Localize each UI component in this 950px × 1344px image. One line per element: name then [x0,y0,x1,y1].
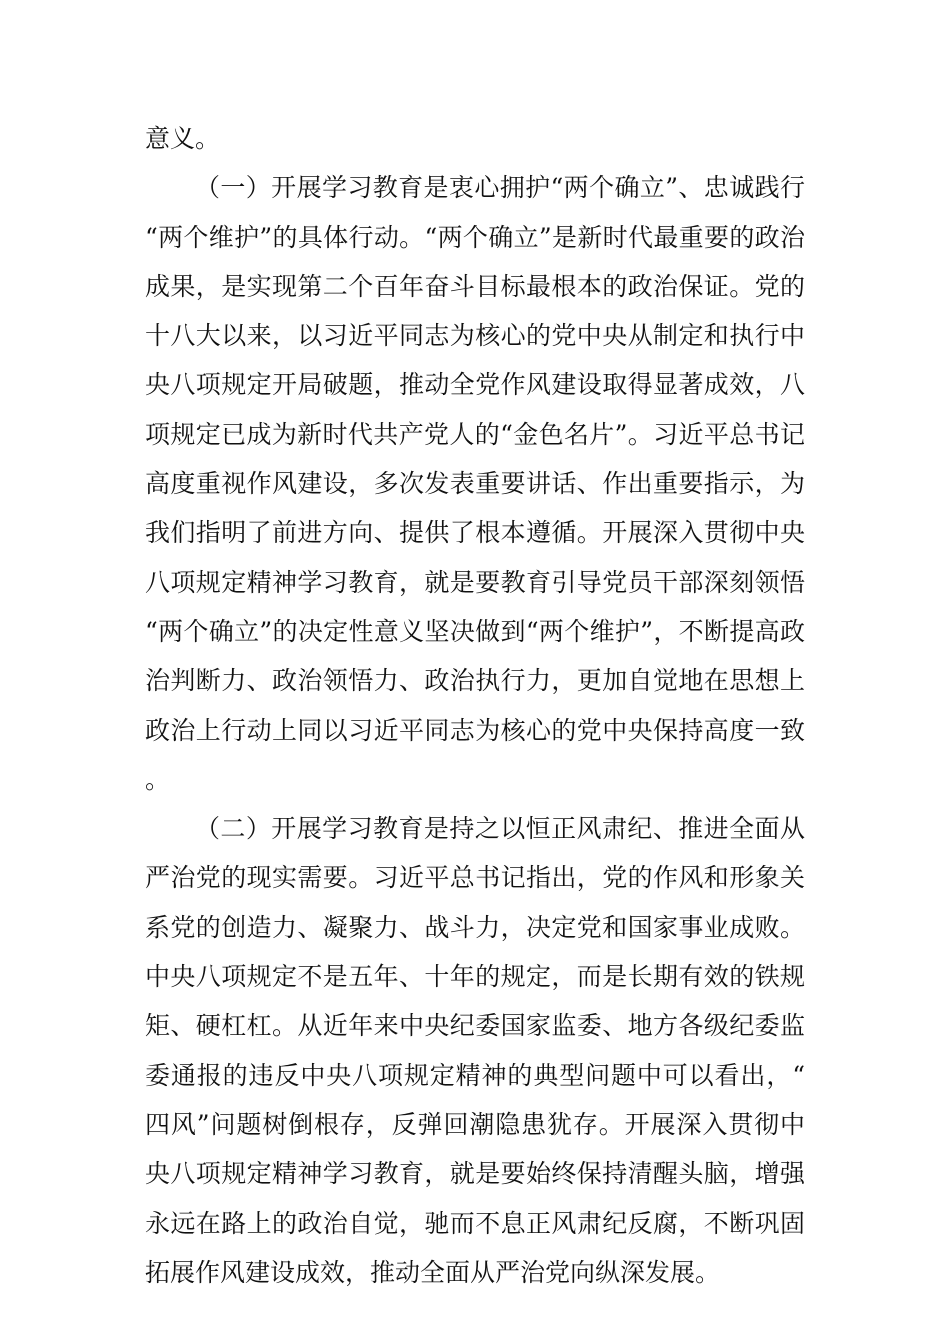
paragraph-continuation: 意义。 [145,124,221,153]
paragraph-section-two: （二）开展学习教育是持之以恒正风肃纪、推进全面从严治党的现实需要。习近平总书记指出，党的作风和形象关系党的创造力、凝聚力、战斗力，决定党和国家事业成败。中央八项规定不是五年、十年的规定，而是长期有效的铁规矩、硬杠杠。从近年来中央纪委国家监委、地方各级纪委监委通报的违反中央八项规定精神的典型问题中可以看出，“四风”问题树倒根存，反弹回潮隐患犹存。开展深入贯彻中央八项规定精神学习教育，就是要始终保持清醒头脑，增强永远在路上的政治自觉，驰而不息正风肃纪反腐，不断巩固拓展作风建设成效，推动全面从严治党向纵深发展。 [145,814,805,1287]
paragraph-section-one: （一）开展学习教育是衷心拥护“两个确立”、忠诚践行“两个维护”的具体行动。“两个确立”是新时代最重要的政治成果，是实现第二个百年奋斗目标最根本的政治保证。党的十八大以来，以习近平同志为核心的党中央从制定和执行中央八项规定开局破题，推动全党作风建设取得显著成效，八项规定已成为新时代共产党人的“金色名片”。习近平总书记高度重视作风建设，多次发表重要讲话、作出重要指示，为我们指明了前进方向、提供了根本遵循。开展深入贯彻中央八项规定精神学习教育，就是要教育引导党员干部深刻领悟“两个确立”的决定性意义坚决做到“两个维护”，不断提高政治判断力、政治领悟力、政治执行力，更加自觉地在思想上政治上行动上同以习近平同志为核心的党中央保持高度一致。 [145,173,805,794]
document-body [145,114,805,1297]
